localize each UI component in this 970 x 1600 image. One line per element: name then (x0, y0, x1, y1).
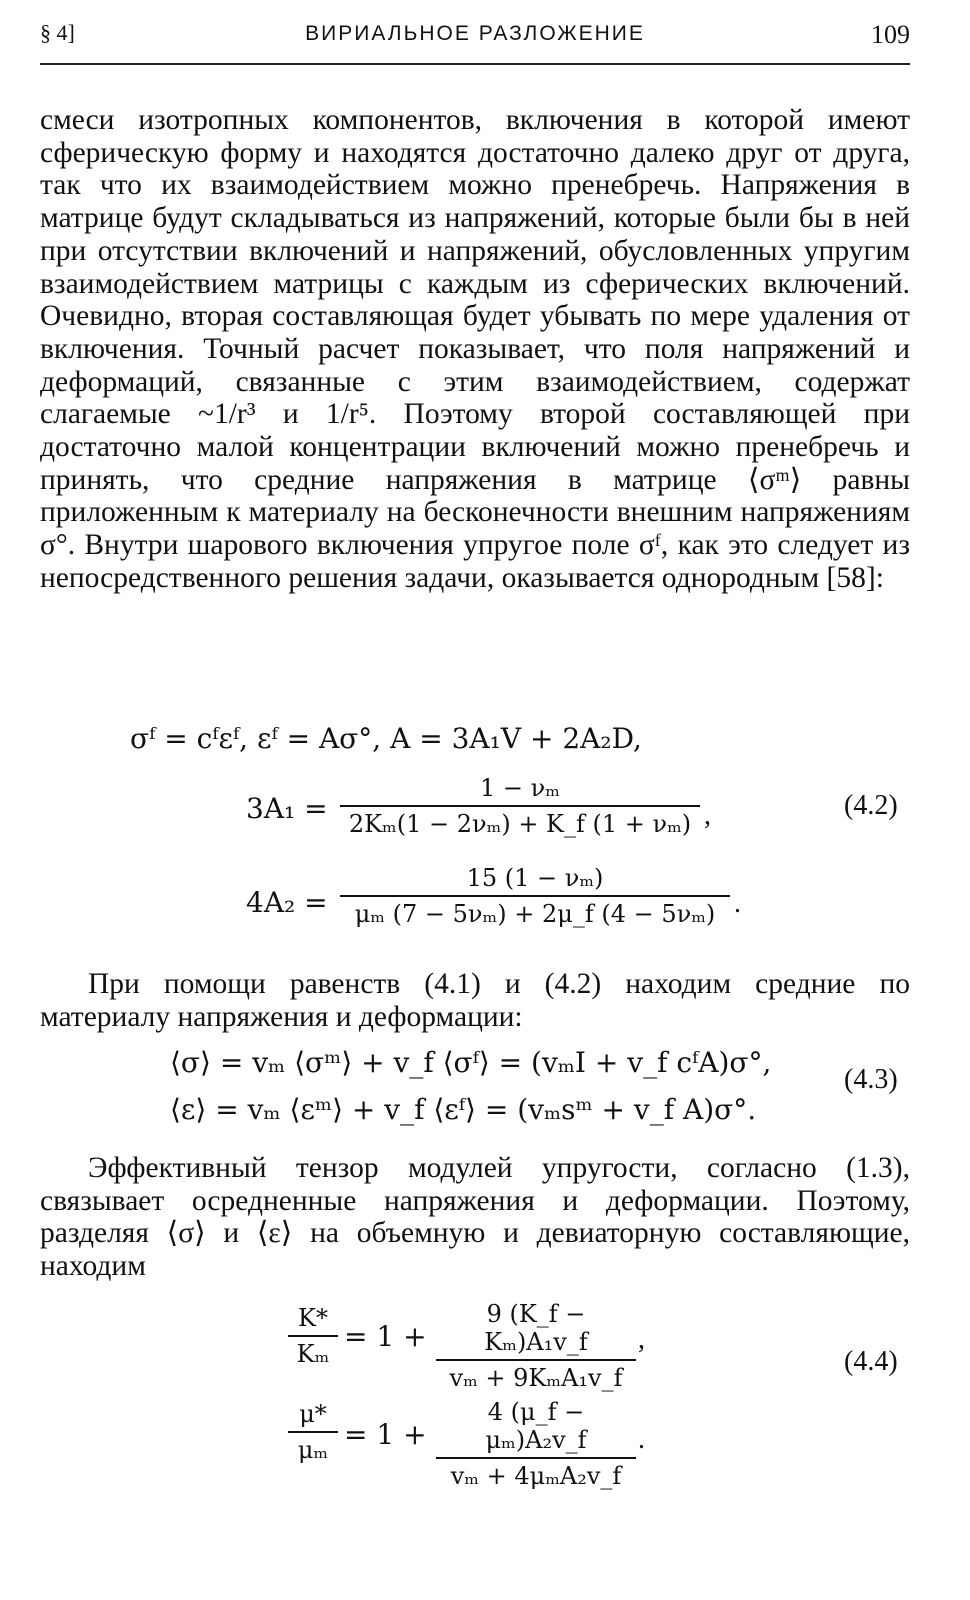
paragraph-1: смеси изотропных компонентов, включения в которой имеют сферическую форму и находятся достаточно далеко друг от друга, так что их взаимодействием можно пренебречь. Напряжения в матрице будут складываться из напряжений, которые были бы в ней при отсутствии включений и напряжений, обусловленных упругим взаимодействием матрицы с каждым из сферических включений. Очевидно, вторая составляющая будет убывать по мере удаления от включения. Точный расчет показывает, что поля напряжений и деформаций, связанные с этим взаимодействием, содержат слагаемые ~1/r³ и 1/r⁵. Поэтому второй составляющей при достаточно малой концентрации включений можно пренебречь и принять, что средние напряжения в матрице ⟨σᵐ⟩ равны приложенным к материалу на бесконечности внешним напряжениям σ°. Внутри шарового включения упругое поле σᶠ, как это следует из непосредственного решения задачи, оказывается однородным [58]: (40, 104, 910, 594)
fraction-bar (340, 805, 700, 807)
eq-4-2-lhs2: 4A₂ = (246, 886, 328, 919)
fraction-bar (340, 895, 730, 897)
paragraph-2: При помощи равенств (4.1) и (4.2) находим средние по материалу напряжения и деформации: (40, 968, 910, 1033)
numerator: 9 (K_f − Kₘ)A₁v_f (484, 1300, 588, 1356)
eq-4-4-mid2: = 1 + (344, 1418, 427, 1451)
eq-4-4-comma: , (638, 1324, 645, 1355)
eq-4-2-fraction-1 (340, 774, 700, 838)
numerator: 15 (1 − νₘ) (466, 864, 604, 892)
eq-number-4-2: (4.2) (844, 790, 898, 821)
paragraph-3: Эффективный тензор модулей упругости, согласно (1.3), связывает осредненные напряжения и деформации. Поэтому, разделяя ⟨σ⟩ и ⟨ε⟩ на объемную и девиаторную составляющие, находим (40, 1152, 910, 1283)
running-title: ВИРИАЛЬНОЕ РАЗЛОЖЕНИЕ (305, 22, 645, 45)
eq-4-3-line2: ⟨ε⟩ = vₘ ⟨εᵐ⟩ + v_f ⟨εᶠ⟩ = (vₘsᵐ + v_f A)σ°. (170, 1093, 757, 1126)
fraction-bar (436, 1359, 636, 1361)
eq-4-4-lhs1 (288, 1304, 338, 1368)
numerator: μ* (299, 1400, 327, 1428)
denominator: vₘ + 4μₘA₂v_f (450, 1462, 622, 1490)
denominator: vₘ + 9KₘA₁v_f (449, 1364, 623, 1392)
page-number: 109 (871, 20, 910, 49)
header-rule (40, 63, 910, 65)
fraction-bar (436, 1457, 636, 1459)
eq-4-2-line1: σᶠ = cᶠεᶠ, εᶠ = Aσ°, A = 3A₁V + 2A₂D, (130, 722, 642, 755)
section-label: § 4] (40, 20, 75, 45)
eq-4-3-line1: ⟨σ⟩ = vₘ ⟨σᵐ⟩ + v_f ⟨σᶠ⟩ = (vₘI + v_f cᶠA)σ°, (170, 1046, 772, 1079)
denominator: Kₘ (296, 1340, 330, 1368)
eq-4-4-period: . (638, 1424, 645, 1455)
running-header (40, 20, 910, 60)
eq-4-2-period: . (734, 888, 741, 919)
denominator: μₘ (297, 1436, 329, 1464)
eq-4-2-lhs1: 3A₁ = (246, 792, 328, 825)
denominator: 2Kₘ(1 − 2νₘ) + K_f (1 + νₘ) (348, 810, 692, 838)
fraction-bar (288, 1431, 338, 1433)
eq-4-4-fraction-2 (436, 1398, 636, 1490)
eq-number-4-4: (4.4) (844, 1346, 898, 1377)
numerator: K* (298, 1304, 328, 1332)
eq-4-2-fraction-2 (340, 864, 730, 928)
eq-4-2-comma: , (704, 800, 711, 831)
numerator: 4 (μ_f − μₘ)A₂v_f (485, 1398, 587, 1454)
denominator: μₘ (7 − 5νₘ) + 2μ_f (4 − 5νₘ) (354, 900, 716, 928)
eq-4-4-lhs2 (288, 1400, 338, 1464)
eq-4-4-mid1: = 1 + (344, 1320, 427, 1353)
numerator: 1 − νₘ (480, 774, 560, 802)
eq-number-4-3: (4.3) (844, 1064, 898, 1095)
fraction-bar (288, 1335, 338, 1337)
eq-4-4-fraction-1 (436, 1300, 636, 1392)
